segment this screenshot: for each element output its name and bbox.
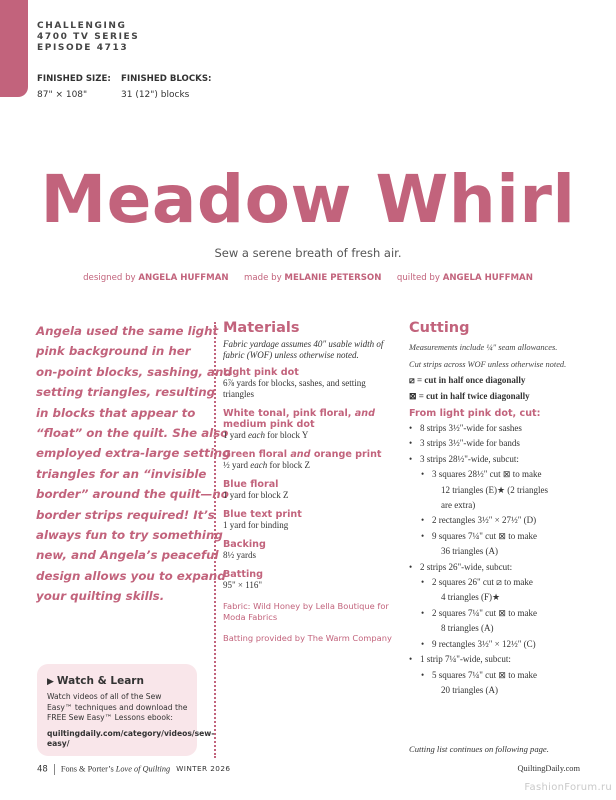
watch-link[interactable]: quiltingdaily.com/category/videos/sew-easy/ <box>47 728 215 748</box>
footer-divider <box>54 764 55 775</box>
page-footer <box>37 764 230 775</box>
column-divider <box>214 322 216 758</box>
list-item: • 9 squares 7¼" cut ⊠ to make <box>409 529 589 544</box>
list-item: 12 triangles (E)★ (2 triangles <box>441 484 549 495</box>
cutting-note-wof: Cut strips across WOF unless otherwise noted. <box>409 360 567 369</box>
magazine-name-title: Love of Quilting <box>115 764 171 774</box>
play-triangle-icon: ▶ <box>47 677 54 687</box>
intro-line: employed extra-large setting <box>36 446 231 461</box>
list-item: • 9 rectangles 3½" × 12½" (C) <box>409 637 589 652</box>
finished-size <box>37 71 111 103</box>
batting-note: Batting provided by The Warm Company <box>223 633 392 644</box>
credits <box>0 273 616 283</box>
intro-line: border strips required! It’s <box>36 507 215 522</box>
list-item: 8 triangles (A) <box>441 623 494 634</box>
watch-title <box>47 674 189 689</box>
list-item: • 2 squares 26" cut ⧄ to make <box>409 575 589 590</box>
cutting-list <box>409 421 589 698</box>
continued-note: Cutting list continues on following page. <box>409 744 549 754</box>
list-item: • 3 strips 3½"-wide for bands <box>409 436 589 451</box>
intro-line: new, and Angela’s peaceful <box>36 548 219 563</box>
material-name: Light pink dot <box>223 367 299 378</box>
series-info <box>37 21 139 54</box>
material-name: Batting <box>223 569 263 580</box>
materials-note: Fabric yardage assumes 40" usable width of fabric (WOF) unless otherwise noted. <box>223 339 384 360</box>
material-desc: 6⅞ yards for blocks, sashes, and setting triangles <box>223 378 366 399</box>
series-line-tv: 4700 TV SERIES <box>37 32 140 42</box>
watch-body: Watch videos of all of the Sew Easy™ techniques and download the FREE Sew Easy™ Lessons ebook: <box>47 692 188 722</box>
intro-line: always fun to try something <box>36 528 223 543</box>
series-line-level: CHALLENGING <box>37 21 127 31</box>
material-desc: 1 yard each for block Y <box>223 430 309 440</box>
list-item: • 3 strips 28½"-wide, subcut: <box>409 452 589 467</box>
magazine-name-prefix: Fons & Porter’s <box>60 764 116 774</box>
designer-name: ANGELA HUFFMAN <box>138 273 229 283</box>
finished-size-value: 87" × 108" <box>37 90 88 100</box>
watch-and-learn-callout <box>37 664 215 756</box>
intro-line: your quilting skills. <box>36 589 165 604</box>
page-number: 48 <box>37 764 48 775</box>
list-item: • 8 strips 3½"-wide for sashes <box>409 421 589 436</box>
material-desc: 1 yard for block Z <box>223 490 289 500</box>
material-name: Green floral and orange print <box>223 449 382 460</box>
material-desc: 8½ yards <box>223 550 256 560</box>
list-item: • 2 squares 7¼" cut ⊠ to make <box>409 606 589 621</box>
list-item: 4 triangles (F)★ <box>441 592 501 603</box>
material-desc: ½ yard each for block Z <box>223 460 310 470</box>
list-item: • 2 rectangles 3½" × 27½" (D) <box>409 513 589 528</box>
materials-column <box>223 320 395 645</box>
list-item: • 2 strips 26"-wide, subcut: <box>409 560 589 575</box>
cut-twice-key: ⊠ = cut in half twice diagonally <box>409 390 530 401</box>
cutting-heading: Cutting <box>409 320 470 336</box>
intro-line: pink background in her <box>36 344 191 359</box>
made-label: made by <box>244 273 282 283</box>
intro-text <box>36 321 232 607</box>
fabric-note: Fabric: Wild Honey by Lella Boutique for Moda Fabrics <box>223 601 389 623</box>
cutting-note-seam: Measurements include ¼" seam allowances. <box>409 343 558 352</box>
intro-line: on-point blocks, sashing, and <box>36 364 232 379</box>
list-item: • 5 squares 7¼" cut ⊠ to make <box>409 668 589 683</box>
intro-line: in blocks that appear to <box>36 405 196 420</box>
intro-line: design allows you to expand <box>36 568 226 583</box>
side-tab <box>0 0 28 97</box>
designed-label: designed by <box>83 273 136 283</box>
intro-line: Angela used the same light <box>36 324 219 338</box>
quilted-label: quilted by <box>396 273 440 283</box>
intro-line: setting triangles, resulting <box>36 385 216 400</box>
material-name: Blue text print <box>223 509 302 520</box>
maker-name: MELANIE PETERSON <box>284 273 382 283</box>
finished-blocks-label: FINISHED BLOCKS: <box>121 74 212 84</box>
finished-size-label: FINISHED SIZE: <box>37 74 111 84</box>
material-desc: 1 yard for binding <box>223 520 289 530</box>
issue-season: WINTER 2026 <box>176 764 231 774</box>
material-name: Backing <box>223 539 266 550</box>
intro-line: “float” on the quilt. She also <box>36 426 229 441</box>
list-item: 36 triangles (A) <box>441 546 498 557</box>
intro-line: triangles for an “invisible <box>36 466 207 481</box>
list-item: are extra) <box>441 500 476 511</box>
list-item: 20 triangles (A) <box>441 684 498 695</box>
intro-line: border” around the quilt—no <box>36 487 229 502</box>
pattern-title: Meadow Whirl <box>40 161 576 238</box>
list-item: • 3 squares 28½" cut ⊠ to make <box>409 467 589 482</box>
site-name: QuiltingDaily.com <box>517 764 580 773</box>
cutting-subheading: From light pink dot, cut: <box>409 408 541 419</box>
material-desc: 95" × 116" <box>223 580 263 590</box>
cutting-column <box>409 320 589 754</box>
watermark: FashionForum.ru <box>524 782 612 793</box>
pattern-subtitle: Sew a serene breath of fresh air. <box>214 246 402 260</box>
material-name: Blue floral <box>223 479 279 490</box>
finished-blocks-value: 31 (12") blocks <box>121 90 190 100</box>
materials-heading: Materials <box>223 320 300 336</box>
finished-blocks <box>121 71 211 103</box>
series-line-episode: EPISODE 4713 <box>37 43 129 53</box>
watch-title-text: Watch & Learn <box>56 675 144 687</box>
material-name: White tonal, pink floral, and medium pink dot <box>223 408 375 430</box>
cut-once-key: ⧄ = cut in half once diagonally <box>409 375 526 385</box>
list-item: • 1 strip 7¼"-wide, subcut: <box>409 652 589 667</box>
quilter-name: ANGELA HUFFMAN <box>442 273 533 283</box>
